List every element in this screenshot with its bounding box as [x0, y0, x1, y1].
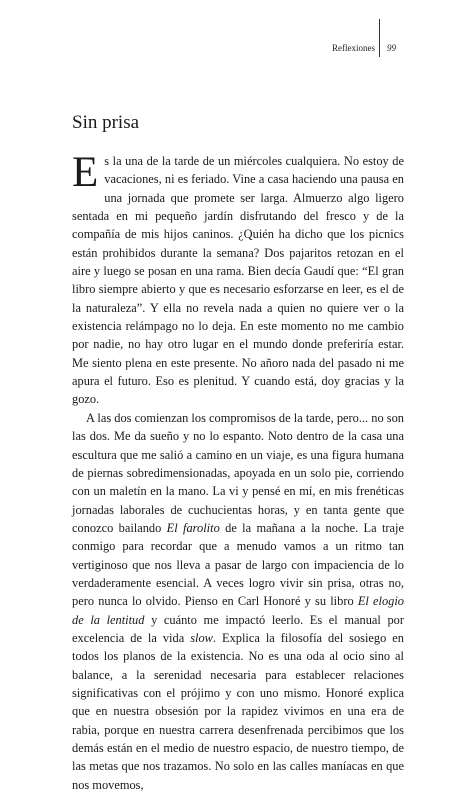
slow-italic: slow — [190, 630, 213, 645]
running-title: Reflexiones — [332, 43, 375, 53]
paragraph-1-text: s la una de la tarde de un miércoles cualquiera. No estoy de vacaciones, ni es feriado. Vine a casa haciendo una pausa en una jornada que promete ser larga. Almuerzo algo ligero sentada en mi pequeño jardín disfrutando del fresco y de la compañía de mis hijos caninos. ¿Quién ha dicho que los picnics están prohibidos durante la semana? Dos pajaritos retozan en el aire y luego se posan en una rama. Bien decía Gaudí que: “El gran libro siempre abierto y que es necesario esforzarse en leer, es el de la naturaleza”. Y ella no revela nada a quien no quiere ver o la existencia relámpago no lo deja. En este momento no me cambio por nadie, no hay otro lugar en el mundo donde preferiría estar. Me siento plena en este presente. No añoro nada del pasado ni me apura el futuro. Eso es plenitud. Y cuando está, doy gracias y la gozo. — [72, 154, 404, 407]
paragraph-2-text-c: y cuánto me impactó leerlo. Es el manual por excelencia de la vida — [72, 612, 404, 645]
song-title-italic: El farolito — [166, 520, 220, 535]
paragraph-2-text-b: de la mañana a la noche. La traje conmigo para recordar que a menudo vamos a un ritmo tan vertiginoso que nos lleva a pasar de largo con impaciencia de lo verdaderamente esencial. A veces logro vivir sin prisa, otras no, pero nunca lo olvido. Pienso en Carl Honoré y su libro — [72, 520, 404, 609]
chapter-title: Sin prisa — [72, 112, 140, 133]
body-text — [72, 149, 405, 794]
paragraph-2-text-a: A las dos comienzan los compromisos de la tarde, pero... no son las dos. Me da sueño y no lo espanto. Noto dentro de la casa una escultura que me salió a camino en un viaje, es una figura humana de piernas sobredimensionadas, apoyada en un solo pie, corriendo con un maletín en la mano. La vi y pensé en mí, en mis frenéticas jornadas laborales de cuchucientas horas, y en tanta gente que conozco bailando — [72, 410, 404, 535]
paragraph-2 — [72, 409, 404, 794]
book-title-italic: El elogio de la lentitud — [72, 594, 404, 627]
paragraph-2-text-d: . Explica la filosofía del sosiego en todos los planos de la existencia. No es una oda al ocio sino al balance, a la serenidad necesaria para establecer relaciones significativas con el prójimo y con uno mismo. Honoré explica que en nuestra obsesión por la rapidez vivimos en una era de rabia, porque en nuestra carrera desenfrenada percibimos que los demás están en el medio de nuestro espacio, de nuestro tiempo, de las metas que nos trazamos. No solo en las calles maníacas en que nos movemos, — [72, 630, 405, 792]
drop-cap: E — [72, 149, 99, 196]
running-header — [0, 41, 458, 55]
paragraph-1 — [72, 149, 404, 409]
page-number: 99 — [387, 43, 396, 53]
header-divider — [379, 19, 380, 57]
